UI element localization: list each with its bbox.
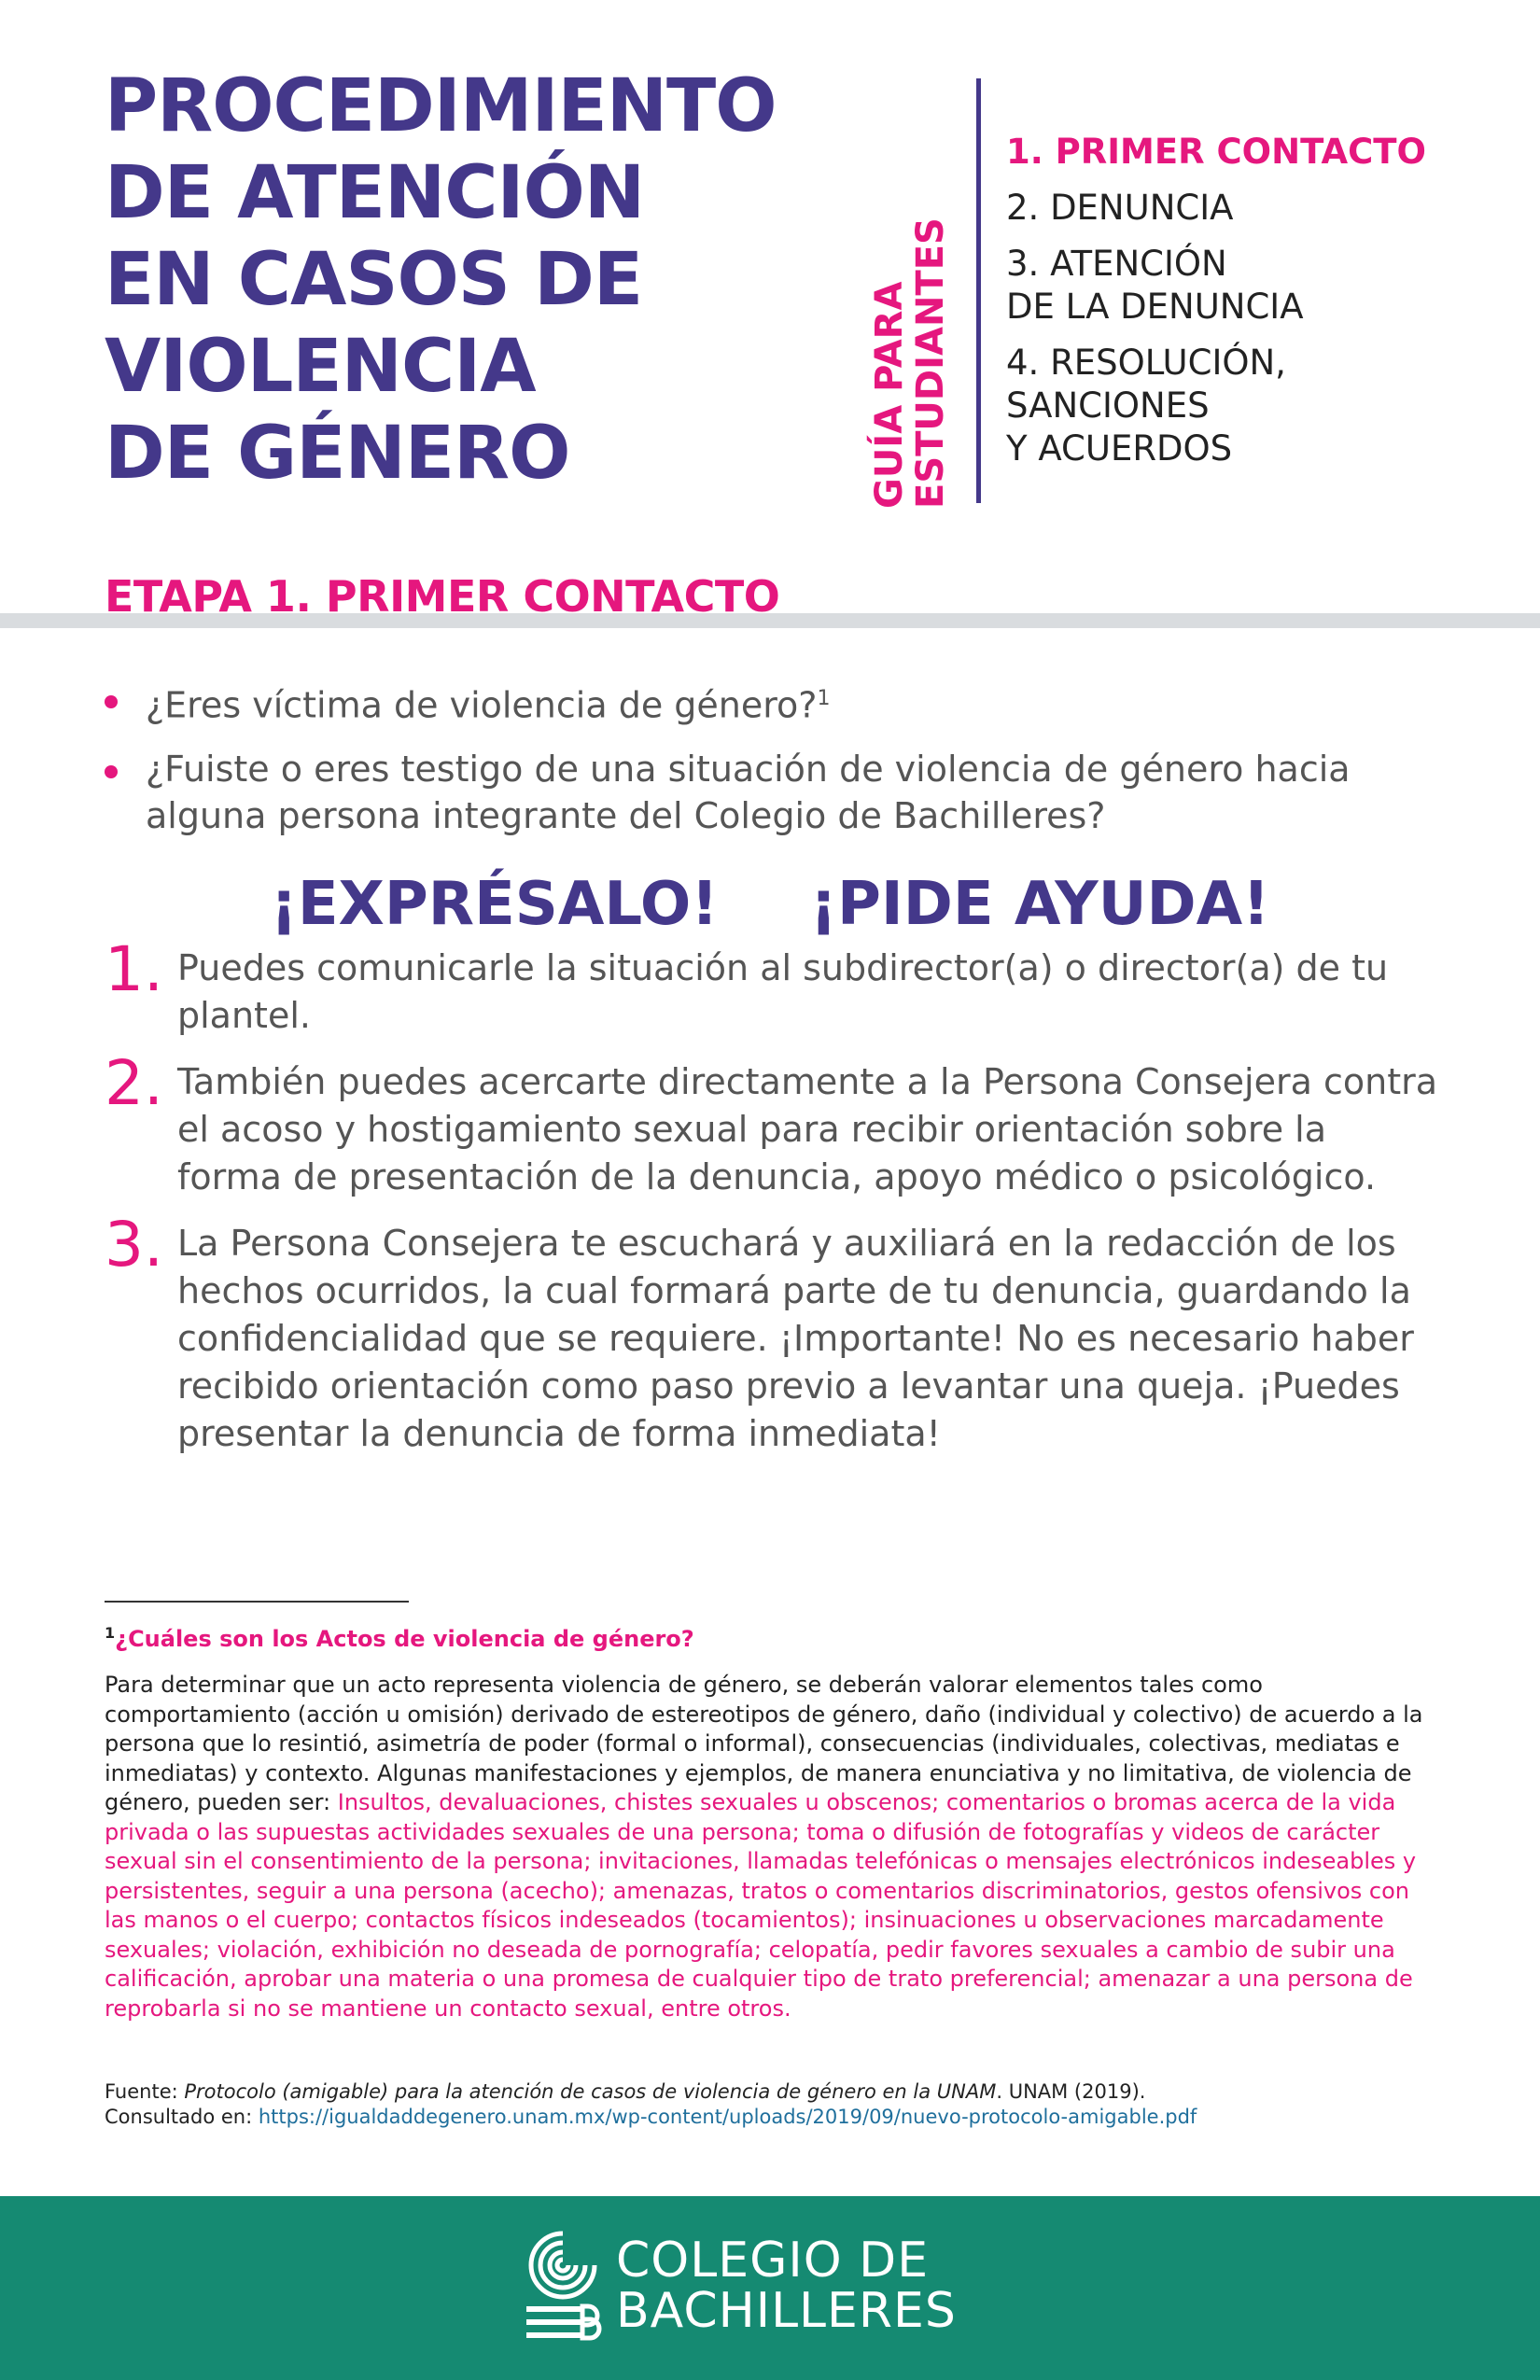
source-title: Protocolo (amigable) para la atención de casos de violencia de género en la UNAM bbox=[184, 2080, 997, 2103]
bullet-icon bbox=[105, 695, 118, 708]
guide-label-line: GUÍA PARA bbox=[868, 281, 911, 509]
guide-label-line: ESTUDIANTES bbox=[909, 217, 952, 509]
stage-title: ETAPA 1. PRIMER CONTACTO bbox=[105, 571, 780, 622]
numbered-step bbox=[105, 1047, 1439, 1201]
page-title bbox=[105, 63, 945, 497]
stage-steps-list bbox=[1006, 131, 1529, 483]
footnote-rule bbox=[105, 1601, 409, 1603]
numbered-steps bbox=[105, 933, 1439, 1477]
step-text: También puedes acercarte directamente a la Persona Consejera contra el acoso y hostigamiento sexual para recibir orientación sobre la forma de presentación de la denuncia, apoyo médico o psicológico. bbox=[177, 1061, 1438, 1197]
footnote-ref: 1 bbox=[817, 687, 831, 710]
numbered-step bbox=[105, 1209, 1439, 1458]
slogan-ask-help: ¡PIDE AYUDA! bbox=[809, 870, 1270, 939]
footnote-marker: 1 bbox=[105, 1624, 116, 1642]
colegio-logo-icon bbox=[523, 2226, 603, 2345]
logo-line: COLEGIO DE bbox=[616, 2233, 930, 2289]
footnote-body bbox=[105, 1671, 1439, 2023]
title-line: PROCEDIMIENTO bbox=[105, 64, 777, 148]
slogan-express: ¡EXPRÉSALO! bbox=[270, 870, 719, 939]
slogans bbox=[0, 870, 1540, 939]
step-text: Puedes comunicarle la situación al subdirector(a) o director(a) de tu plantel. bbox=[177, 947, 1389, 1036]
stage-step: 2. DENUNCIA bbox=[1006, 188, 1234, 228]
header-divider bbox=[976, 78, 981, 503]
question-text: ¿Eres víctima de violencia de género? bbox=[146, 684, 818, 726]
footnote-heading: ¿Cuáles son los Actos de violencia de género? bbox=[115, 1626, 694, 1652]
source-link[interactable]: https://igualdaddegenero.unam.mx/wp-content/uploads/2019/09/nuevo-protocolo-amigable.pdf bbox=[258, 2106, 1197, 2128]
source-label: Fuente: bbox=[105, 2080, 185, 2103]
step-number: 2. bbox=[105, 1047, 163, 1119]
title-line: EN CASOS DE bbox=[105, 238, 643, 322]
question-item bbox=[105, 746, 1449, 839]
stage-step-current: 1. PRIMER CONTACTO bbox=[1006, 132, 1426, 172]
question-item bbox=[105, 676, 1449, 729]
consulted-label: Consultado en: bbox=[105, 2106, 259, 2128]
step-text: La Persona Consejera te escuchará y auxiliará en la redacción de los hechos ocurridos, la cual formará parte de tu denuncia, guardando la confidencialidad que se requiere. ¡Importante! No es necesario haber recibido orientación como paso previo a levantar una queja. ¡Puedes presentar la denuncia de forma inmediata! bbox=[177, 1223, 1414, 1454]
title-line: DE ATENCIÓN bbox=[105, 151, 645, 235]
numbered-step bbox=[105, 933, 1439, 1040]
footnote-text: Para determinar que un acto representa violencia de género, se deberán valorar elementos tales como comportamiento (acción u omisión) derivado de estereotipos de género, daño (individual y colectivo) de acuerdo a la persona que lo resintió, asimetría de poder (formal o informal), consecuencias (individuales, colectivas, mediatas e inmediatas) y contexto. Algunas manifestaciones y ejemplos, de manera enunciativa y no limitativa, de violencia de género, pueden ser: bbox=[105, 1672, 1423, 1815]
question-list bbox=[105, 676, 1449, 856]
step-number: 1. bbox=[105, 933, 163, 1005]
source-rest: . UNAM (2019). bbox=[996, 2080, 1146, 2103]
footnote-source bbox=[105, 2079, 1439, 2130]
logo-line: BACHILLERES bbox=[616, 2283, 957, 2339]
step-number: 3. bbox=[105, 1209, 163, 1281]
stage-step: 3. ATENCIÓN DE LA DENUNCIA bbox=[1006, 244, 1304, 327]
bullet-icon bbox=[105, 765, 118, 778]
footnote-title bbox=[105, 1624, 694, 1652]
question-text: ¿Fuiste o eres testigo de una situación de violencia de género hacia alguna persona integrante del Colegio de Bachilleres? bbox=[146, 748, 1351, 836]
footnote-examples: Insultos, devaluaciones, chistes sexuales u obscenos; comentarios o bromas acerca de la vida privada o las supuestas actividades sexuales de una persona; toma o difusión de fotografías y videos de carácter sexual sin el consentimiento de la persona; invitaciones, llamadas telefónicas o mensajes electrónicos indeseables y persistentes, seguir a una persona (acecho); amenazas, tratos o comentarios discriminatorios, gestos ofensivos con las manos o el cuerpo; contactos físicos indeseados (tocamientos); insinuaciones u observaciones marcadamente sexuales; violación, exhibición no deseada de pornografía; celopatía, pedir favores sexuales a cambio de subir una calificación, aprobar una materia o una promesa de cualquier tipo de trato preferencial; amenazar a una persona de reprobarla si no se mantiene un contacto sexual, entre otros. bbox=[105, 1789, 1417, 2022]
stage-step: 4. RESOLUCIÓN, SANCIONES Y ACUERDOS bbox=[1006, 343, 1286, 469]
title-line: VIOLENCIA bbox=[105, 325, 536, 409]
title-line: DE GÉNERO bbox=[105, 412, 570, 496]
guide-label bbox=[868, 154, 952, 509]
colegio-logo-text bbox=[616, 2233, 957, 2339]
